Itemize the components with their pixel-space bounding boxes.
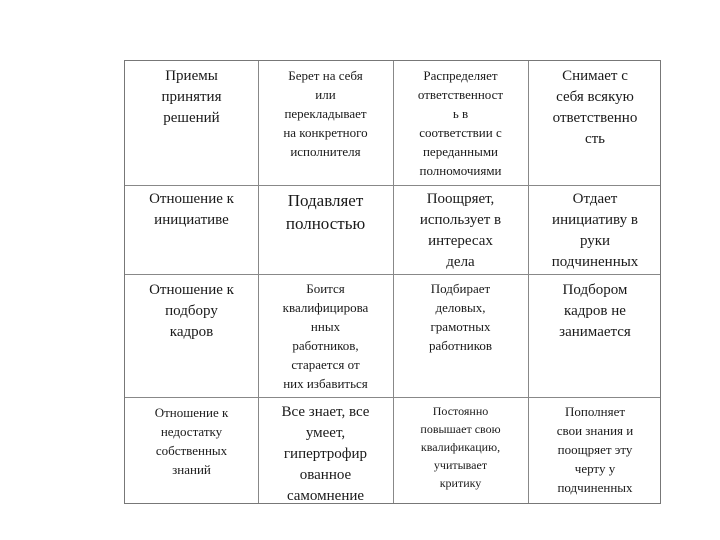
row-header-text: Отношение к подбору кадров xyxy=(149,282,234,340)
table-cell xyxy=(393,185,528,274)
table-cell xyxy=(393,397,528,505)
cell-text: Поощряет, использует в интересах дела xyxy=(419,191,502,270)
cell-text: Все знает, все умеет, гипертрофир ованное самомнение xyxy=(281,404,370,504)
leadership-styles-table xyxy=(124,60,661,504)
cell-text: Подбором кадров не занимается xyxy=(559,282,631,340)
cell-text: Боится квалифицирова нных работников, старается от них избавиться xyxy=(282,281,369,391)
table-row-header xyxy=(125,397,258,505)
cell-text: Постоянно повышает свою квалификацию, учитывает критику xyxy=(420,404,501,490)
table-cell xyxy=(258,274,393,397)
table-row-header xyxy=(125,185,258,274)
cell-text: Распределяет ответственност ь в соответствии с переданными полномочиями xyxy=(417,68,504,178)
cell-text: Подавляет полностью xyxy=(285,191,366,233)
table-cell xyxy=(258,61,393,185)
table-cell xyxy=(393,61,528,185)
cell-text: Снимает с себя всякую ответственно сть xyxy=(552,68,638,147)
cell-text: Берет на себя или перекладывает на конкретного исполнителя xyxy=(283,68,368,159)
cell-text: Пополняет свои знания и поощряет эту черту у подчиненных xyxy=(556,404,634,495)
table-row-header xyxy=(125,274,258,397)
row-header-text: Отношение к недостатку собственных знаний xyxy=(154,405,229,477)
table-row-header xyxy=(125,61,258,185)
row-header-text: Приемы принятия решений xyxy=(161,68,222,126)
table-cell xyxy=(528,185,662,274)
table-cell xyxy=(528,274,662,397)
cell-text: Отдает инициативу в руки подчиненных xyxy=(551,191,639,270)
table-cell xyxy=(528,397,662,505)
row-header-text: Отношение к инициативе xyxy=(149,191,234,228)
table-cell xyxy=(393,274,528,397)
table-cell xyxy=(258,397,393,505)
cell-text: Подбирает деловых, грамотных работников xyxy=(428,281,493,353)
table-cell xyxy=(528,61,662,185)
table-cell xyxy=(258,185,393,274)
